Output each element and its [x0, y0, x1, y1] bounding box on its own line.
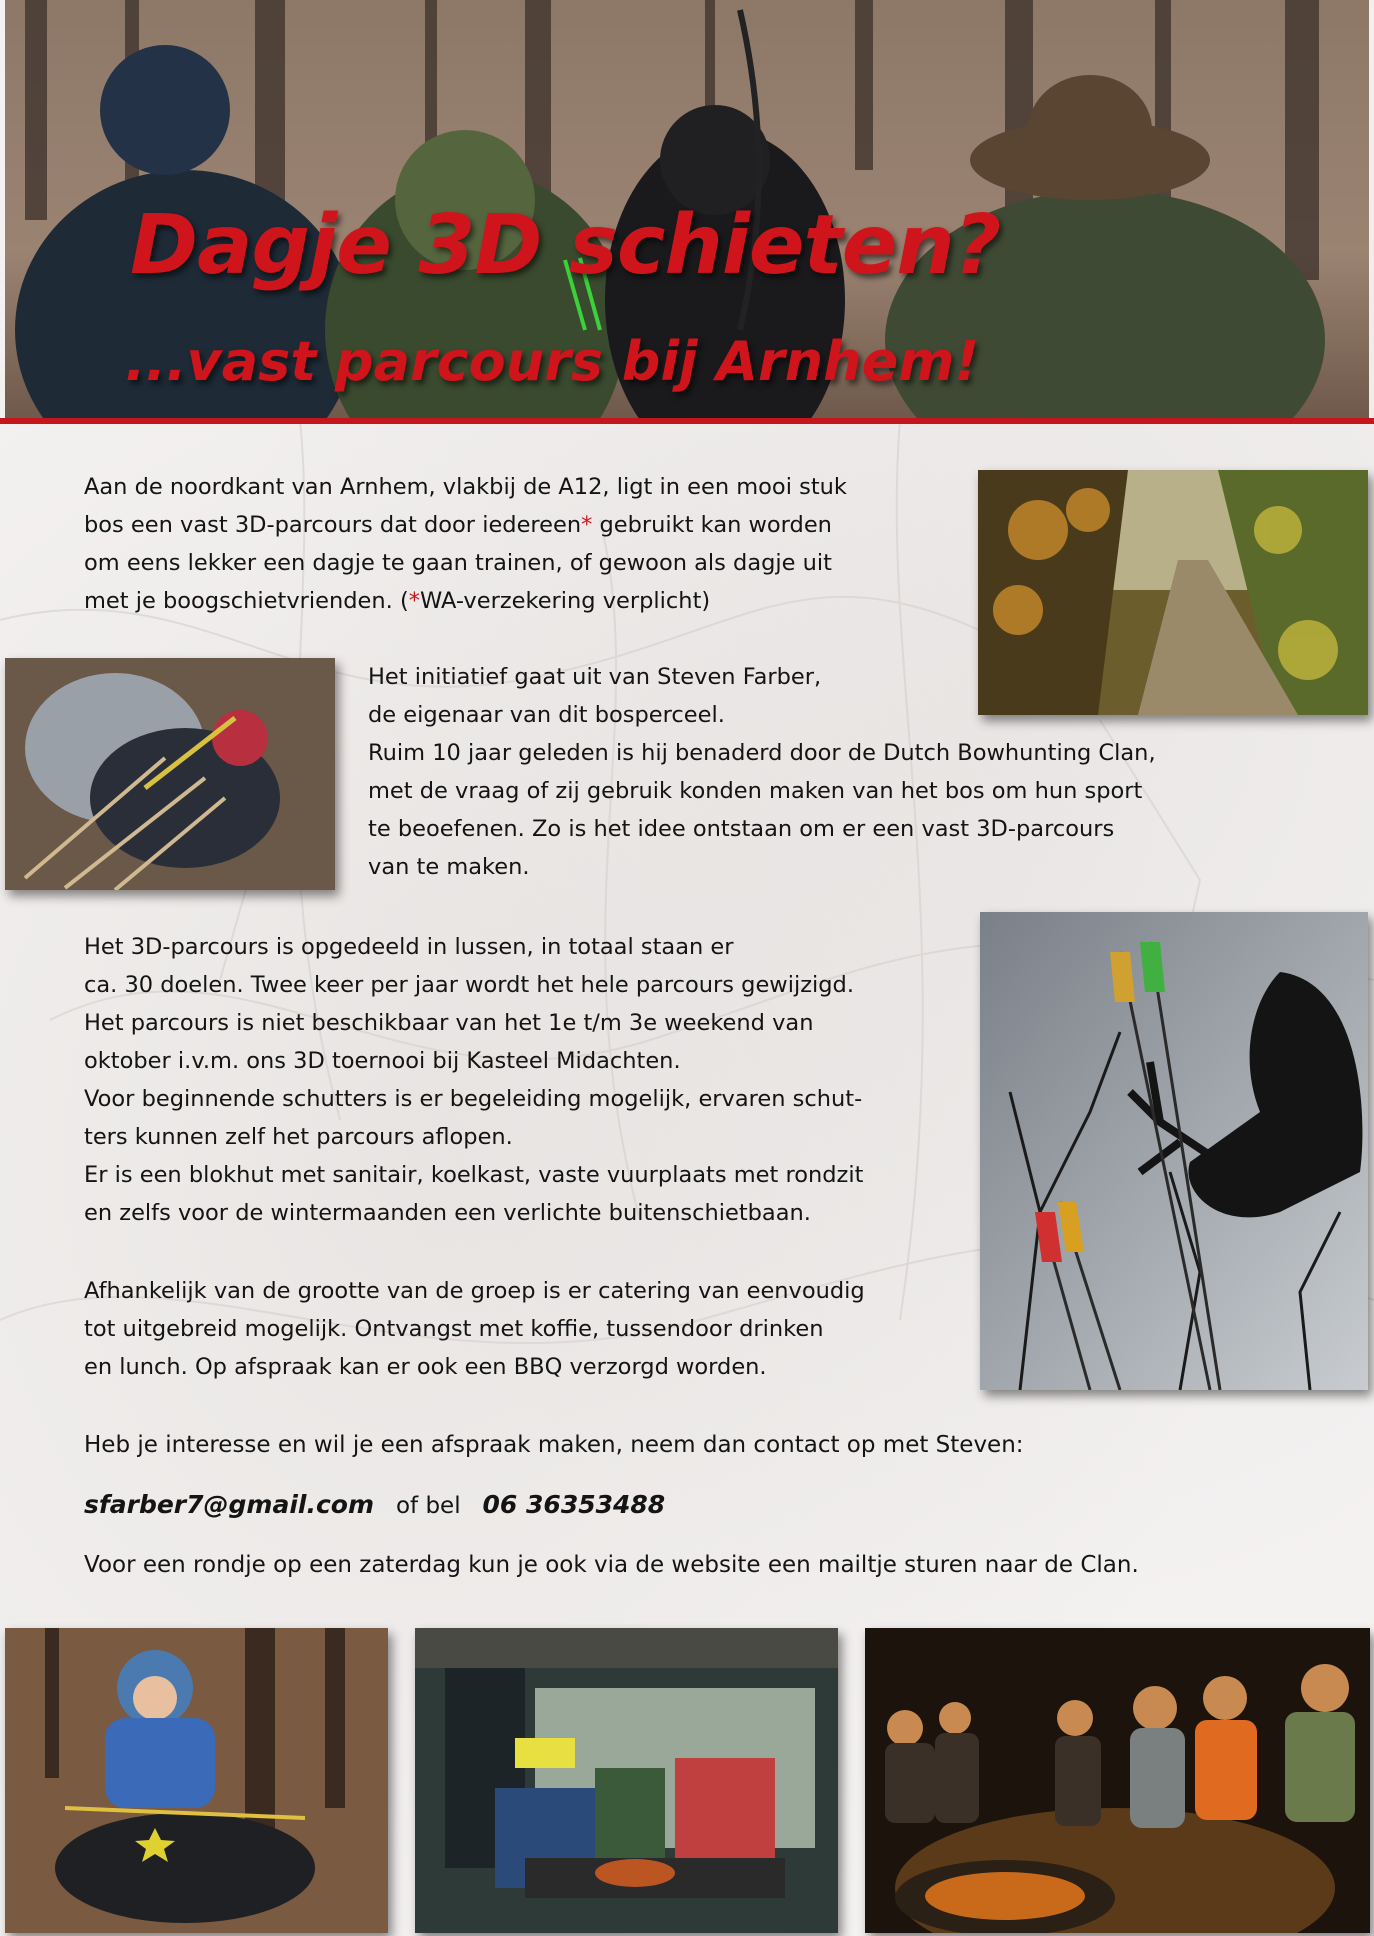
catering-paragraph [84, 1272, 952, 1386]
intro-line-2-text: bos een vast 3D-parcours dat door iedereen [84, 512, 582, 538]
parcours-paragraph [84, 928, 952, 1232]
website-note: Voor een rondje op een zaterdag kun je ook via de website een mailtje sturen naar de Clan. [84, 1552, 1139, 1578]
intro-line-4-text: met je boogschietvrienden. ( [84, 588, 409, 614]
insurance-asterisk-note: * [408, 588, 420, 614]
child-boar-target-photo [5, 1628, 388, 1933]
initiative-line-3: Ruim 10 jaar geleden is hij benaderd door de Dutch Bowhunting Clan, [368, 740, 1156, 766]
campfire-gathering-photo [865, 1628, 1370, 1933]
contact-intro: Heb je interesse en wil je een afspraak maken, neem dan contact op met Steven: [84, 1432, 1024, 1458]
parcours-line-2: ca. 30 doelen. Twee keer per jaar wordt het hele parcours gewijzigd. [84, 972, 854, 998]
intro-line-4-tail: WA-verzekering verplicht) [419, 588, 711, 614]
contact-details [84, 1490, 665, 1519]
intro-line-4 [84, 582, 954, 620]
header-title: Dagje 3D schieten? [130, 198, 1001, 293]
turkey-target-photo [5, 658, 335, 890]
header-subtitle: ...vast parcours bij Arnhem! [125, 330, 980, 393]
parcours-line-3: Het parcours is niet beschikbaar van het 1e t/m 3e weekend van [84, 1010, 814, 1036]
initiative-line-4: met de vraag of zij gebruik konden maken van het bos om hun sport [368, 778, 1143, 804]
contact-phone[interactable]: 06 36353488 [482, 1490, 666, 1519]
parcours-line-6: ters kunnen zelf het parcours aflopen. [84, 1124, 513, 1150]
contact-email[interactable]: sfarber7@gmail.com [84, 1490, 375, 1519]
initiative-line-1: Het initiatief gaat uit van Steven Farber, [368, 664, 822, 690]
parcours-line-1: Het 3D-parcours is opgedeeld in lussen, in totaal staan er [84, 934, 734, 960]
intro-line-2 [84, 506, 954, 544]
parcours-line-5: Voor beginnende schutters is er begeleiding mogelijk, ervaren schut- [84, 1086, 863, 1112]
cabin-barbecue-photo [415, 1628, 838, 1933]
deer-target-silhouette-photo [980, 912, 1368, 1390]
catering-line-2: tot uitgebreid mogelijk. Ontvangst met koffie, tussendoor drinken [84, 1316, 824, 1342]
header-photo [5, 0, 1369, 420]
contact-or-call: of bel [395, 1493, 461, 1519]
initiative-paragraph [368, 658, 1300, 886]
initiative-line-5: te beoefenen. Zo is het idee ontstaan om er een vast 3D-parcours [368, 816, 1115, 842]
parcours-line-4: oktober i.v.m. ons 3D toernooi bij Kasteel Midachten. [84, 1048, 681, 1074]
parcours-line-8: en zelfs voor de wintermaanden een verlichte buitenschietbaan. [84, 1200, 811, 1226]
header-red-rule [0, 418, 1374, 424]
catering-line-1: Afhankelijk van de grootte van de groep is er catering van eenvoudig [84, 1278, 865, 1304]
intro-line-2-tail: gebruikt kan worden [592, 512, 832, 538]
intro-line-3: om eens lekker een dagje te gaan trainen, of gewoon als dagje uit [84, 550, 832, 576]
initiative-line-2: de eigenaar van dit bosperceel. [368, 702, 725, 728]
intro-paragraph [84, 468, 954, 620]
initiative-line-6: van te maken. [368, 854, 530, 880]
insurance-asterisk: * [581, 512, 593, 538]
intro-line-1: Aan de noordkant van Arnhem, vlakbij de A12, ligt in een mooi stuk [84, 474, 847, 500]
parcours-line-7: Er is een blokhut met sanitair, koelkast, vaste vuurplaats met rondzit [84, 1162, 864, 1188]
catering-line-3: en lunch. Op afspraak kan er ook een BBQ verzorgd worden. [84, 1354, 767, 1380]
